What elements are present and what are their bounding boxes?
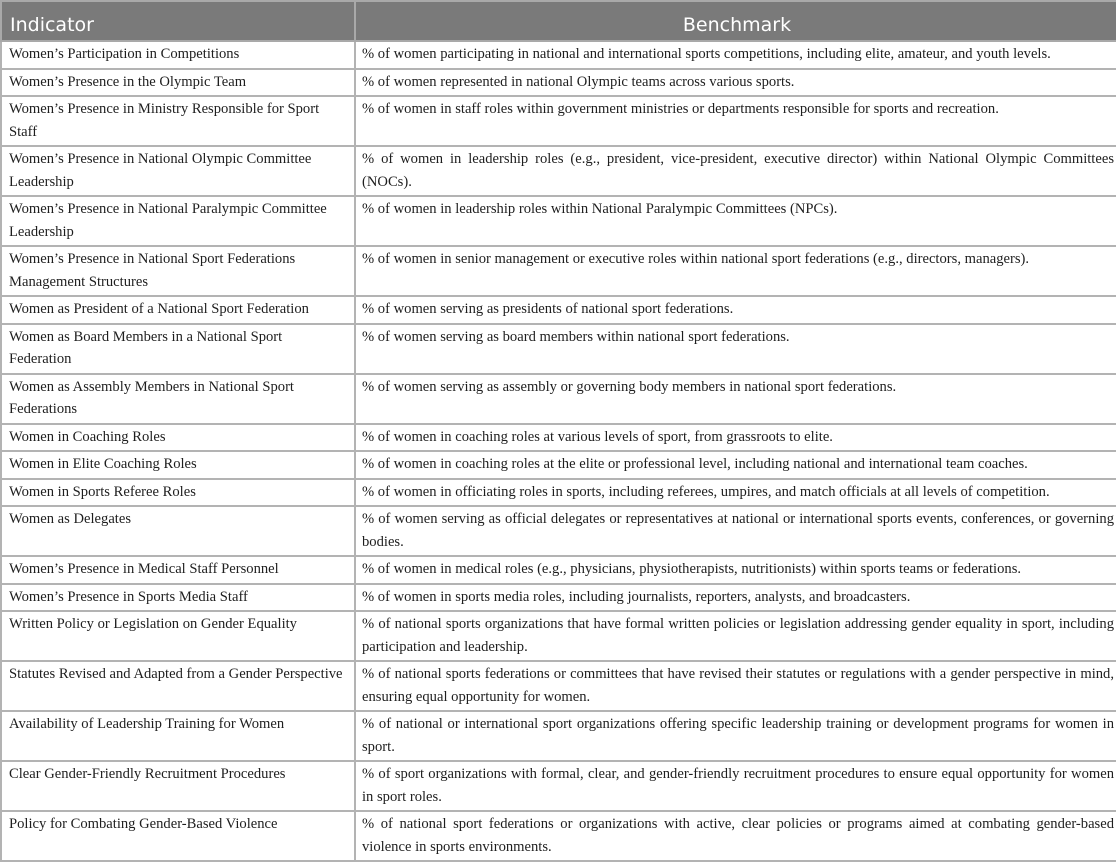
indicator-cell: Women’s Presence in Sports Media Staff xyxy=(1,584,355,612)
indicator-cell: Women’s Presence in National Olympic Committee Leadership xyxy=(1,146,355,196)
indicator-cell: Women as Board Members in a National Sport Federation xyxy=(1,324,355,374)
benchmark-cell: % of national sports organizations that have formal written policies or legislation addressing gender equality in sport, including participation and leadership. xyxy=(355,611,1116,661)
benchmark-cell: % of women in leadership roles within National Paralympic Committees (NPCs). xyxy=(355,196,1116,246)
benchmark-cell: % of women in staff roles within government ministries or departments responsible for sports and recreation. xyxy=(355,96,1116,146)
indicator-cell: Women’s Presence in the Olympic Team xyxy=(1,69,355,97)
benchmark-cell: % of women in medical roles (e.g., physicians, physiotherapists, nutritionists) within sports teams or federations. xyxy=(355,556,1116,584)
benchmark-cell: % of national or international sport organizations offering specific leadership training or development programs for women in sport. xyxy=(355,711,1116,761)
table-row xyxy=(1,424,1116,452)
benchmark-cell: % of women serving as board members within national sport federations. xyxy=(355,324,1116,374)
indicator-cell: Women’s Presence in Medical Staff Personnel xyxy=(1,556,355,584)
table-row xyxy=(1,661,1116,711)
column-header-benchmark: Benchmark xyxy=(355,1,1116,41)
benchmark-cell: % of women in leadership roles (e.g., president, vice-president, executive director) within National Olympic Committees (NOCs). xyxy=(355,146,1116,196)
benchmark-cell: % of women in officiating roles in sports, including referees, umpires, and match officials at all levels of competition. xyxy=(355,479,1116,507)
table-row xyxy=(1,451,1116,479)
table-row xyxy=(1,296,1116,324)
indicator-cell: Women in Coaching Roles xyxy=(1,424,355,452)
table-row xyxy=(1,556,1116,584)
table-row xyxy=(1,711,1116,761)
benchmark-cell: % of women in sports media roles, including journalists, reporters, analysts, and broadcasters. xyxy=(355,584,1116,612)
benchmark-cell: % of women in senior management or executive roles within national sport federations (e.g., directors, managers). xyxy=(355,246,1116,296)
indicator-cell: Women as President of a National Sport Federation xyxy=(1,296,355,324)
benchmark-cell: % of national sports federations or committees that have revised their statutes or regulations with a gender perspective in mind, ensuring equal opportunity for women. xyxy=(355,661,1116,711)
benchmark-cell: % of sport organizations with formal, clear, and gender-friendly recruitment procedures to ensure equal opportunity for women in sport roles. xyxy=(355,761,1116,811)
benchmark-cell: % of women participating in national and international sports competitions, including elite, amateur, and youth levels. xyxy=(355,41,1116,69)
table-row xyxy=(1,584,1116,612)
table-row xyxy=(1,761,1116,811)
table-row xyxy=(1,246,1116,296)
indicator-cell: Written Policy or Legislation on Gender Equality xyxy=(1,611,355,661)
indicator-cell: Women in Elite Coaching Roles xyxy=(1,451,355,479)
indicator-cell: Women’s Presence in Ministry Responsible for Sport Staff xyxy=(1,96,355,146)
indicator-cell: Women’s Presence in National Sport Federations Management Structures xyxy=(1,246,355,296)
indicator-cell: Women’s Presence in National Paralympic Committee Leadership xyxy=(1,196,355,246)
benchmark-cell: % of women serving as presidents of national sport federations. xyxy=(355,296,1116,324)
benchmark-cell: % of women represented in national Olympic teams across various sports. xyxy=(355,69,1116,97)
table-row xyxy=(1,41,1116,69)
indicator-cell: Availability of Leadership Training for Women xyxy=(1,711,355,761)
indicator-cell: Women as Assembly Members in National Sport Federations xyxy=(1,374,355,424)
table-row xyxy=(1,811,1116,861)
table-row xyxy=(1,479,1116,507)
table-row xyxy=(1,69,1116,97)
table-row xyxy=(1,324,1116,374)
indicator-cell: Women in Sports Referee Roles xyxy=(1,479,355,507)
table-row xyxy=(1,96,1116,146)
indicator-cell: Women as Delegates xyxy=(1,506,355,556)
benchmark-cell: % of women serving as assembly or governing body members in national sport federations. xyxy=(355,374,1116,424)
indicator-cell: Statutes Revised and Adapted from a Gender Perspective xyxy=(1,661,355,711)
indicator-cell: Women’s Participation in Competitions xyxy=(1,41,355,69)
table-row xyxy=(1,146,1116,196)
table-row xyxy=(1,506,1116,556)
table-header xyxy=(1,1,1116,41)
header-row xyxy=(1,1,1116,41)
column-header-indicator: Indicator xyxy=(1,1,355,41)
table-row xyxy=(1,374,1116,424)
benchmark-cell: % of women serving as official delegates or representatives at national or international sports events, conferences, or governing bodies. xyxy=(355,506,1116,556)
indicator-cell: Policy for Combating Gender-Based Violence xyxy=(1,811,355,861)
benchmark-cell: % of national sport federations or organizations with active, clear policies or programs aimed at combating gender-based violence in sports environments. xyxy=(355,811,1116,861)
table-row xyxy=(1,196,1116,246)
indicator-cell: Clear Gender-Friendly Recruitment Procedures xyxy=(1,761,355,811)
benchmark-cell: % of women in coaching roles at various levels of sport, from grassroots to elite. xyxy=(355,424,1116,452)
benchmark-cell: % of women in coaching roles at the elite or professional level, including national and international team coaches. xyxy=(355,451,1116,479)
table-row xyxy=(1,611,1116,661)
table-body xyxy=(1,41,1116,861)
